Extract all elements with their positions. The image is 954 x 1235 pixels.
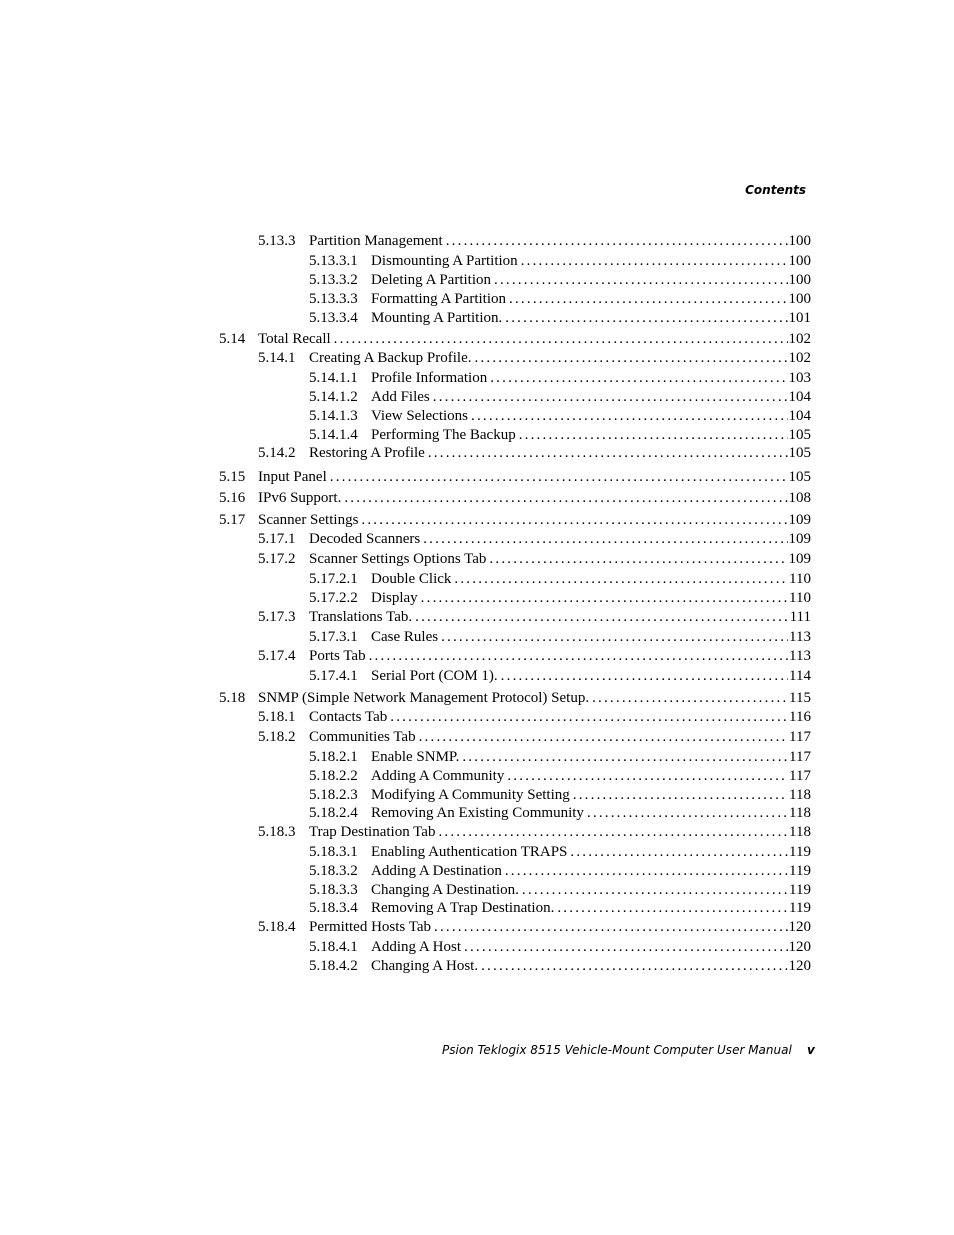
toc-entry-title: Removing A Trap Destination.: [371, 900, 555, 916]
dot-leader: [464, 938, 787, 956]
toc-entry-number: 5.15: [219, 469, 246, 485]
toc-entry-number: 5.18: [219, 690, 246, 706]
toc-entry[interactable]: [0, 862, 811, 880]
toc-entry-number: 5.17.4.1: [309, 668, 358, 684]
toc-entry-page: 105: [788, 427, 811, 443]
toc-entry-title: Removing An Existing Community: [371, 805, 584, 821]
toc-entry[interactable]: [0, 511, 811, 529]
toc-entry[interactable]: [0, 899, 811, 917]
toc-entry[interactable]: [0, 407, 811, 425]
footer-manual-title: Psion Teklogix 8515 Vehicle-Mount Computer User Manual: [442, 1043, 792, 1057]
toc-entry-number: 5.18.2.1: [309, 749, 358, 765]
toc-entry[interactable]: [0, 843, 811, 861]
dot-leader: [573, 786, 788, 804]
toc-entry-title: SNMP (Simple Network Management Protocol) Setup.: [258, 690, 590, 706]
toc-entry[interactable]: [0, 468, 811, 486]
toc-entry-page: 120: [788, 919, 811, 935]
toc-entry-title: Add Files: [371, 389, 430, 405]
toc-entry[interactable]: [0, 232, 811, 250]
toc-entry-page: 118: [789, 805, 811, 821]
toc-entry-page: 118: [789, 787, 811, 803]
toc-entry-number: 5.17.2: [258, 551, 296, 567]
dot-leader: [390, 708, 788, 726]
toc-entry[interactable]: [0, 309, 811, 327]
toc-entry-title: Scanner Settings: [258, 512, 359, 528]
toc-entry[interactable]: [0, 881, 811, 899]
toc-entry-title: Mounting A Partition.: [371, 310, 503, 326]
dot-leader: [428, 444, 788, 462]
dot-leader: [446, 232, 788, 250]
toc-entry-number: 5.18.2.2: [309, 768, 358, 784]
toc-entry-title: Scanner Settings Options Tab: [309, 551, 487, 567]
toc-entry-page: 117: [789, 749, 811, 765]
toc-entry[interactable]: [0, 530, 811, 548]
dot-leader: [505, 309, 787, 327]
toc-entry-title: Permitted Hosts Tab: [309, 919, 431, 935]
toc-entry-number: 5.18.3.4: [309, 900, 358, 916]
toc-entry[interactable]: [0, 767, 811, 785]
toc-entry-title: Total Recall: [258, 331, 331, 347]
toc-entry-number: 5.17.4: [258, 648, 296, 664]
dot-leader: [522, 881, 788, 899]
footer-page-number: v: [807, 1043, 815, 1057]
dot-leader: [474, 349, 787, 367]
toc-entry-title: Creating A Backup Profile.: [309, 350, 472, 366]
dot-leader: [344, 489, 787, 507]
toc-entry[interactable]: [0, 689, 811, 707]
toc-entry-page: 100: [788, 291, 811, 307]
toc-entry-page: 114: [789, 668, 811, 684]
dot-leader: [509, 290, 787, 308]
toc-entry-title: IPv6 Support.: [258, 490, 342, 506]
toc-entry-number: 5.17.3: [258, 609, 296, 625]
toc-entry-title: Case Rules: [371, 629, 439, 645]
dot-leader: [592, 689, 788, 707]
dot-leader: [557, 899, 788, 917]
toc-entry-title: View Selections: [371, 408, 468, 424]
dot-leader: [330, 468, 788, 486]
toc-entry-page: 119: [789, 844, 811, 860]
dot-leader: [471, 407, 788, 425]
toc-entry[interactable]: [0, 804, 811, 822]
toc-entry-number: 5.13.3.3: [309, 291, 358, 307]
dot-leader: [494, 271, 788, 289]
toc-entry[interactable]: [0, 349, 811, 367]
toc-entry[interactable]: [0, 426, 811, 444]
toc-entry-number: 5.13.3.2: [309, 272, 358, 288]
toc-entry-title: Trap Destination Tab: [309, 824, 436, 840]
dot-leader: [433, 388, 788, 406]
toc-entry[interactable]: [0, 271, 811, 289]
toc-entry-title: Changing A Host.: [371, 958, 479, 974]
toc-entry-title: Translations Tab.: [309, 609, 413, 625]
toc-entry-title: Adding A Community: [371, 768, 505, 784]
dot-leader: [369, 647, 788, 665]
toc-entry[interactable]: [0, 957, 811, 975]
toc-entry-number: 5.17.2.1: [309, 571, 358, 587]
toc-entry-page: 100: [788, 233, 811, 249]
toc-entry-page: 113: [789, 648, 811, 664]
toc-entry[interactable]: [0, 628, 811, 646]
toc-entry-number: 5.17.1: [258, 531, 296, 547]
toc-entry[interactable]: [0, 748, 811, 766]
toc-entry-page: 110: [789, 590, 811, 606]
toc-entry[interactable]: [0, 823, 811, 841]
toc-entry-page: 118: [789, 824, 811, 840]
toc-entry-number: 5.18.4.1: [309, 939, 358, 955]
toc-entry[interactable]: [0, 938, 811, 956]
toc-entry-title: Profile Information: [371, 370, 488, 386]
dot-leader: [507, 767, 788, 785]
toc-entry-page: 102: [788, 350, 811, 366]
toc-entry-page: 105: [788, 445, 811, 461]
dot-leader: [361, 511, 787, 529]
toc-entry-page: 108: [788, 490, 811, 506]
toc-entry-title: Modifying A Community Setting: [371, 787, 570, 803]
dot-leader: [501, 667, 788, 685]
toc-entry[interactable]: [0, 667, 811, 685]
toc-entry-number: 5.13.3.1: [309, 253, 358, 269]
toc-entry[interactable]: [0, 330, 811, 348]
dot-leader: [415, 608, 788, 626]
dot-leader: [587, 804, 788, 822]
toc-entry-page: 117: [789, 729, 811, 745]
toc-entry[interactable]: [0, 708, 811, 726]
dot-leader: [519, 426, 788, 444]
toc-entry-title: Dismounting A Partition: [371, 253, 518, 269]
dot-leader: [521, 252, 788, 270]
toc-entry[interactable]: [0, 444, 811, 462]
dot-leader: [570, 843, 788, 861]
toc-entry-title: Partition Management: [309, 233, 443, 249]
toc-entry-number: 5.14.1.3: [309, 408, 358, 424]
toc-entry-page: 119: [789, 900, 811, 916]
dot-leader: [454, 570, 788, 588]
dot-leader: [419, 728, 788, 746]
toc-entry-title: Input Panel: [258, 469, 327, 485]
toc-entry-page: 116: [789, 709, 811, 725]
toc-entry-number: 5.18.2: [258, 729, 296, 745]
toc-entry-number: 5.13.3: [258, 233, 296, 249]
toc-entry[interactable]: [0, 369, 811, 387]
dot-leader: [438, 823, 788, 841]
toc-entry-title: Decoded Scanners: [309, 531, 421, 547]
toc-entry-number: 5.18.1: [258, 709, 296, 725]
toc-entry-number: 5.18.3: [258, 824, 296, 840]
toc-entry-page: 110: [789, 571, 811, 587]
toc-entry-page: 109: [788, 531, 811, 547]
dot-leader: [505, 862, 788, 880]
toc-entry-title: Contacts Tab: [309, 709, 388, 725]
toc-entry-page: 113: [789, 629, 811, 645]
toc-entry-number: 5.16: [219, 490, 246, 506]
toc-entry-number: 5.17.2.2: [309, 590, 358, 606]
toc-entry-number: 5.17: [219, 512, 246, 528]
toc-entry-title: Deleting A Partition: [371, 272, 491, 288]
toc-entry-title: Adding A Host: [371, 939, 462, 955]
toc-entry-title: Formatting A Partition: [371, 291, 507, 307]
toc-entry-page: 105: [788, 469, 811, 485]
toc-entry-page: 109: [788, 551, 811, 567]
toc-entry-number: 5.14: [219, 331, 246, 347]
toc-entry[interactable]: [0, 608, 811, 626]
toc-entry-number: 5.14.1.1: [309, 370, 358, 386]
toc-entry[interactable]: [0, 252, 811, 270]
toc-entry-page: 109: [788, 512, 811, 528]
toc-entry-page: 104: [788, 389, 811, 405]
toc-entry-number: 5.18.3.2: [309, 863, 358, 879]
toc-entry-number: 5.14.1.2: [309, 389, 358, 405]
toc-entry-page: 100: [788, 272, 811, 288]
toc-entry-title: Performing The Backup: [371, 427, 516, 443]
dot-leader: [481, 957, 787, 975]
toc-entry-number: 5.18.4: [258, 919, 296, 935]
toc-entry[interactable]: [0, 489, 811, 507]
dot-leader: [334, 330, 788, 348]
toc-entry-title: Enabling Authentication TRAPS: [371, 844, 568, 860]
toc-entry-title: Adding A Destination: [371, 863, 502, 879]
dot-leader: [462, 748, 788, 766]
toc-entry-title: Double Click: [371, 571, 452, 587]
toc-entry-page: 104: [788, 408, 811, 424]
toc-entry-page: 100: [788, 253, 811, 269]
toc-entry-number: 5.13.3.4: [309, 310, 358, 326]
running-header: Contents: [745, 183, 806, 197]
toc-entry-page: 115: [789, 690, 811, 706]
toc-entry-number: 5.14.1: [258, 350, 296, 366]
toc-entry-page: 119: [789, 863, 811, 879]
toc-entry-number: 5.14.1.4: [309, 427, 358, 443]
toc-entry-title: Display: [371, 590, 418, 606]
toc-entry-title: Changing A Destination.: [371, 882, 519, 898]
toc-entry-title: Restoring A Profile: [309, 445, 425, 461]
dot-leader: [423, 530, 787, 548]
toc-entry-page: 120: [788, 958, 811, 974]
toc-entry-number: 5.18.3.3: [309, 882, 358, 898]
toc-entry[interactable]: [0, 570, 811, 588]
toc-entry[interactable]: [0, 290, 811, 308]
toc-entry-number: 5.17.3.1: [309, 629, 358, 645]
toc-entry-number: 5.18.2.4: [309, 805, 358, 821]
toc-entry[interactable]: [0, 918, 811, 936]
toc-entry-title: Enable SNMP.: [371, 749, 460, 765]
toc-entry-page: 117: [789, 768, 811, 784]
toc-entry[interactable]: [0, 728, 811, 746]
dot-leader: [421, 589, 788, 607]
dot-leader: [441, 628, 788, 646]
toc-entry-page: 102: [788, 331, 811, 347]
toc-entry-number: 5.18.2.3: [309, 787, 358, 803]
toc-entry-page: 111: [789, 609, 811, 625]
toc-entry[interactable]: [0, 647, 811, 665]
toc-entry[interactable]: [0, 786, 811, 804]
dot-leader: [434, 918, 788, 936]
toc-entry[interactable]: [0, 550, 811, 568]
toc-entry-page: 119: [789, 882, 811, 898]
toc-entry-page: 101: [788, 310, 811, 326]
toc-entry-number: 5.18.4.2: [309, 958, 358, 974]
toc-entry-page: 120: [788, 939, 811, 955]
dot-leader: [489, 550, 787, 568]
toc-entry[interactable]: [0, 388, 811, 406]
toc-entry-title: Serial Port (COM 1).: [371, 668, 498, 684]
toc-entry-title: Ports Tab: [309, 648, 366, 664]
dot-leader: [490, 369, 787, 387]
toc-entry[interactable]: [0, 589, 811, 607]
toc-entry-title: Communities Tab: [309, 729, 416, 745]
toc-entry-number: 5.18.3.1: [309, 844, 358, 860]
toc-entry-number: 5.14.2: [258, 445, 296, 461]
toc-entry-page: 103: [788, 370, 811, 386]
